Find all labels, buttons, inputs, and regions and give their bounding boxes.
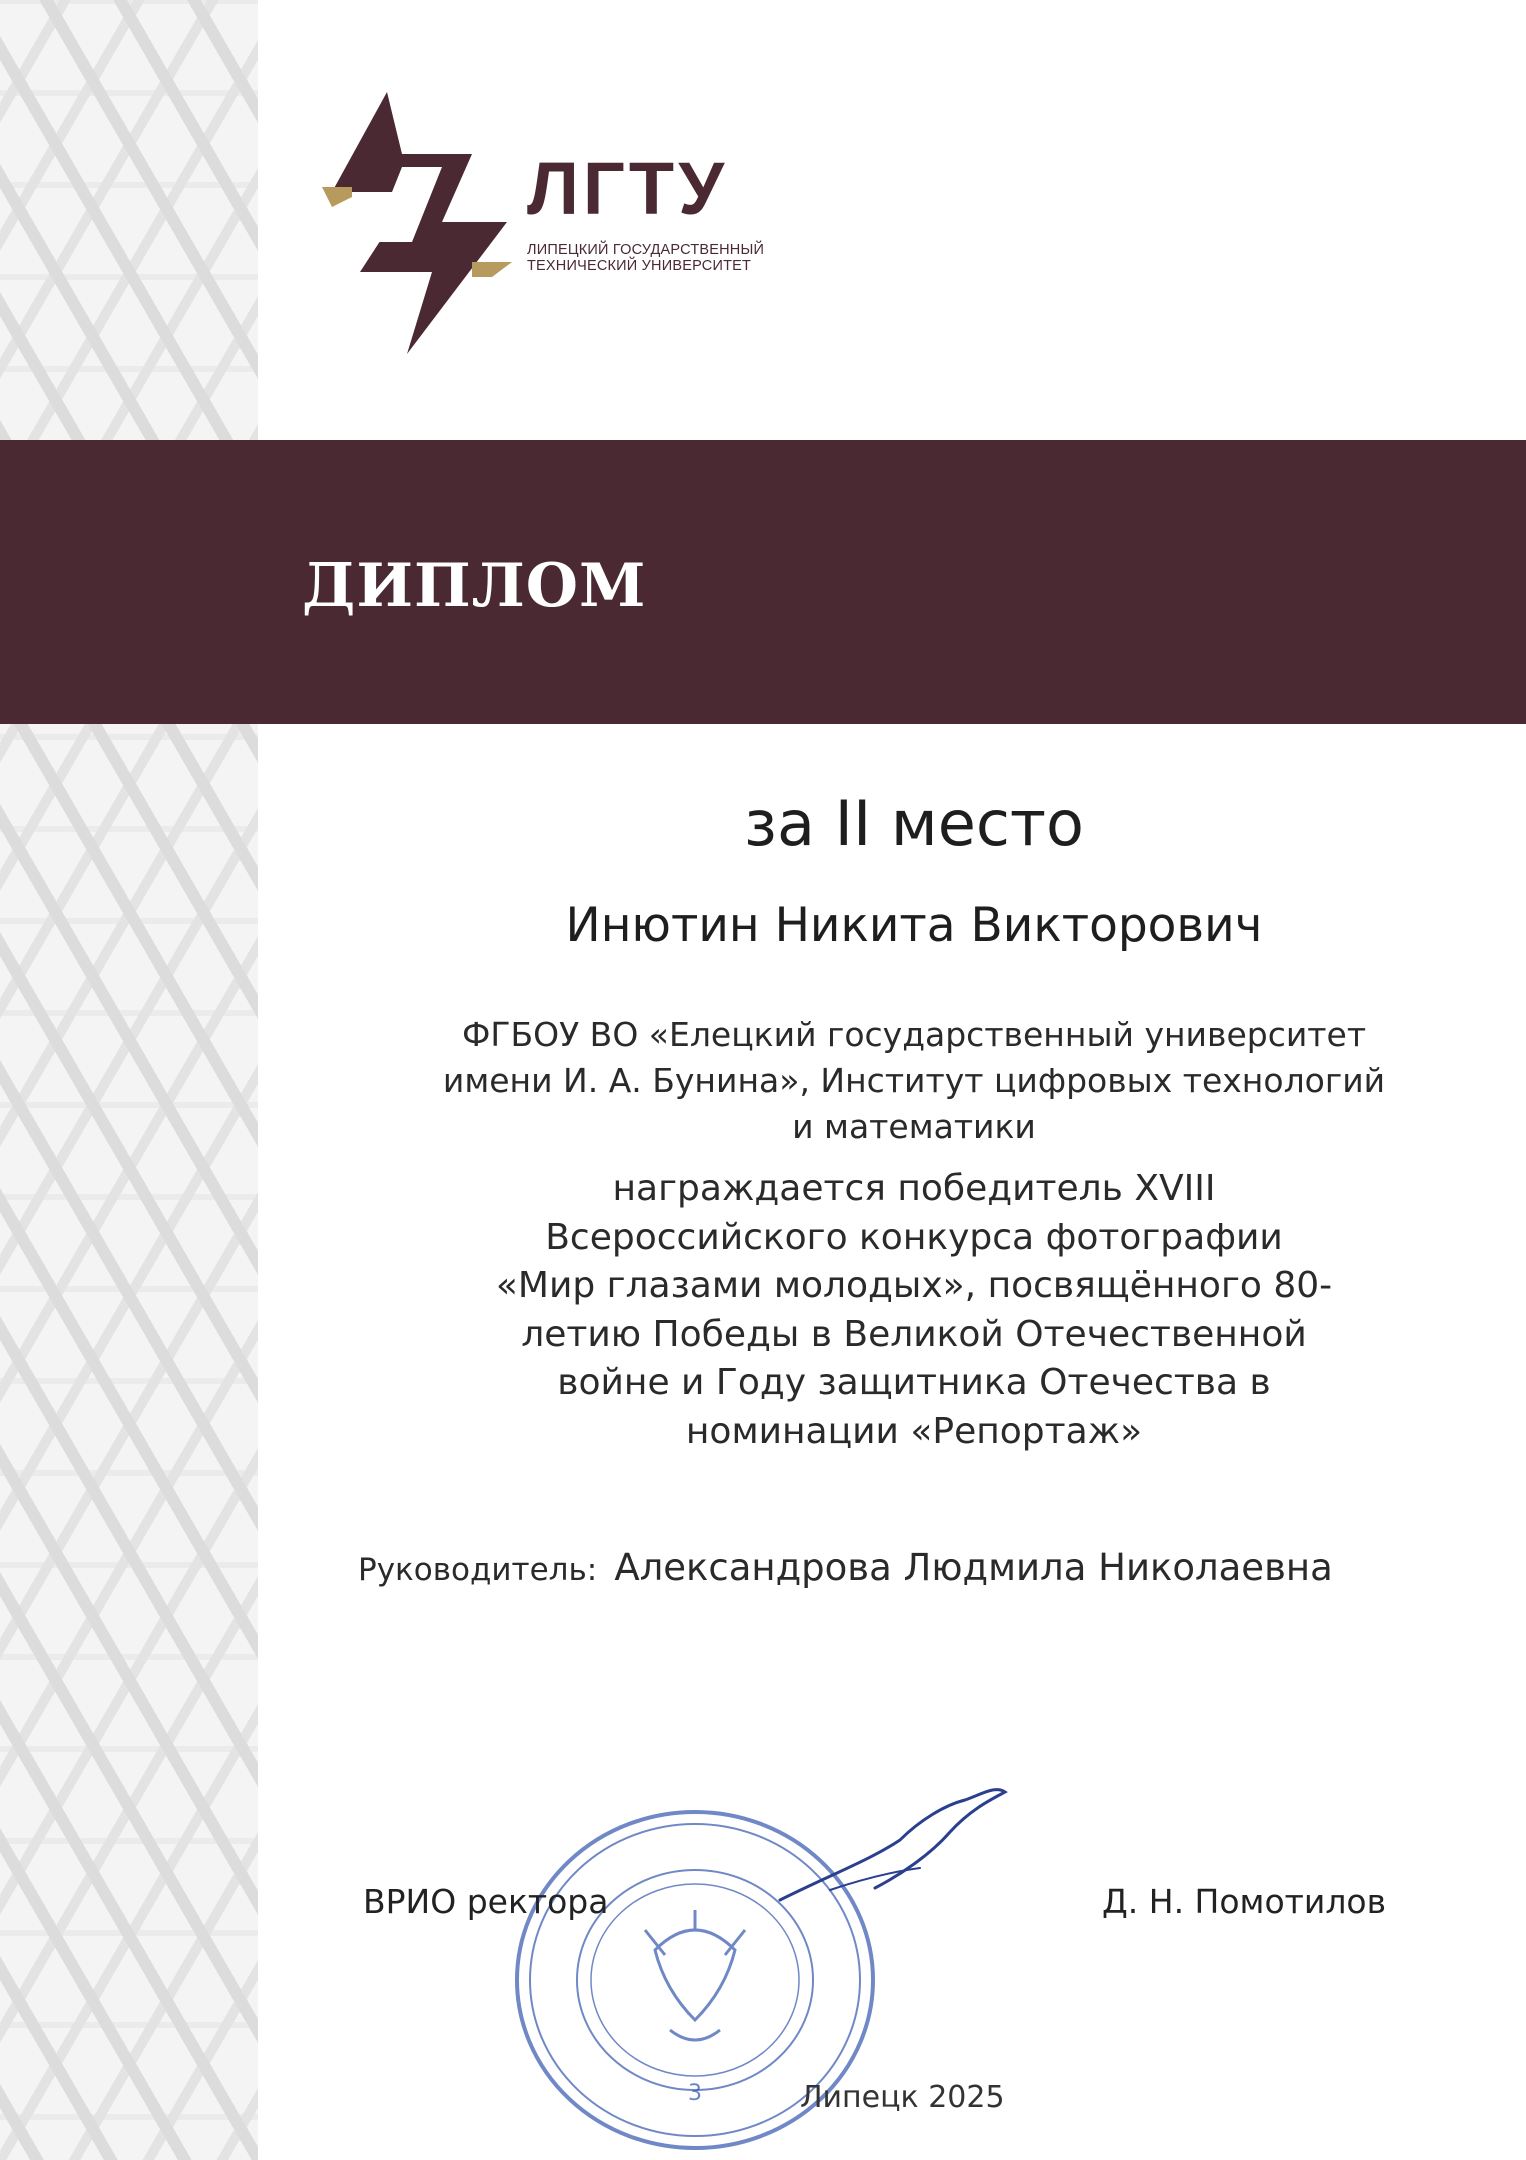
handwritten-signature [770,1780,1020,1910]
award-line: «Мир глазами молодых», посвящённого 80- [495,1265,1333,1306]
logo-subtitle [527,242,764,274]
lgtu-emblem-icon [322,92,522,354]
award-line: войне и Году защитника Отечества в [557,1362,1271,1403]
logo-subtitle-line: ЛИПЕЦКИЙ ГОСУДАРСТВЕННЫЙ [527,242,765,258]
diploma-title: ДИПЛОМ [302,551,647,621]
award-line: награждается победитель XVIII [612,1168,1216,1209]
institution-line: и математики [792,1107,1036,1146]
place-text: за II место [743,787,1084,860]
award-line: летию Победы в Великой Отечественной [521,1313,1307,1355]
supervisor-name: Александрова Людмила Николаевна [614,1546,1333,1589]
signatory-name: Д. Н. Помотилов [1102,1882,1387,1921]
logo-title: ЛГТУ [527,147,729,230]
university-logo [322,92,792,362]
supervisor-line [358,1543,1333,1600]
city-year: Липецк 2025 [800,2080,1005,2115]
signatory-role: ВРИО ректора [363,1882,609,1921]
supervisor-label: Руководитель: [358,1552,598,1588]
logo-subtitle-line: ТЕХНИЧЕСКИЙ УНИВЕРСИТЕТ [527,258,752,274]
award-line: Всероссийского конкурса фотографии [545,1216,1283,1258]
institution-line: ФГБОУ ВО «Елецкий государственный университет [461,1015,1367,1054]
stamp-number: 3 [688,2081,702,2106]
institution-line: имени И. А. Бунина», Институт цифровых технологий [442,1061,1386,1100]
award-line: номинации «Репортаж» [685,1410,1143,1452]
award-block [380,1165,1448,1456]
decorative-side-pattern [0,0,258,2160]
title-band [0,440,1526,724]
recipient-name: Инютин Никита Викторович [565,898,1263,953]
institution-block [380,1012,1448,1150]
